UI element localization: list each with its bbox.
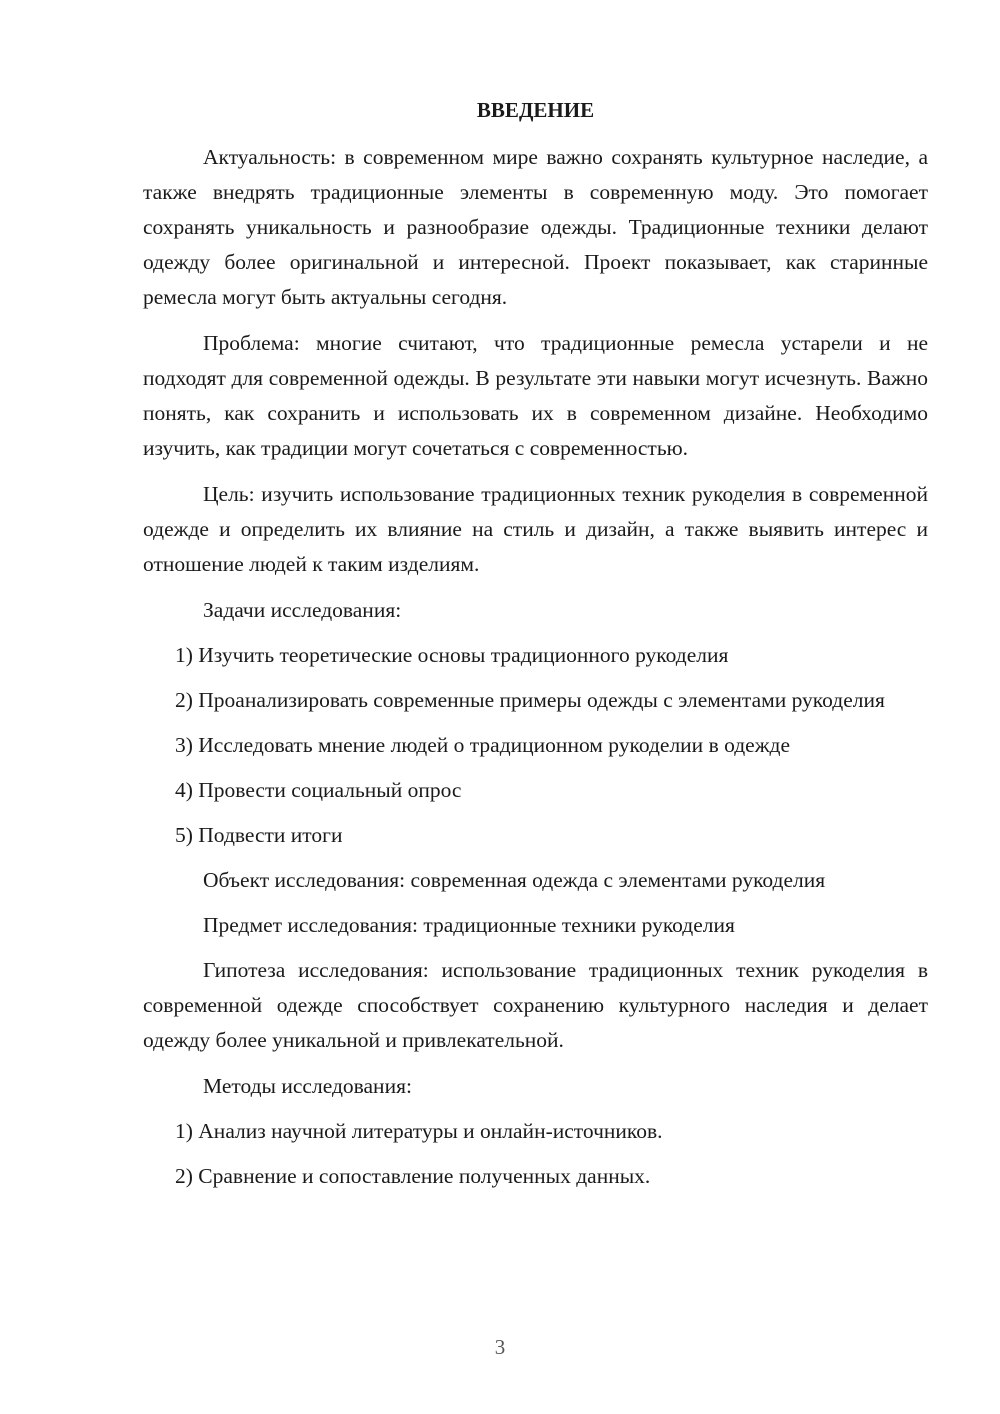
list-item: 2) Проанализировать современные примеры одежды с элементами рукоделия [175,688,885,712]
list-item: 5) Подвести итоги [175,823,343,847]
list-item: 1) Изучить теоретические основы традиционного рукоделия [175,643,729,667]
research-object: Объект исследования: современная одежда с элементами рукоделия [203,868,826,892]
hypothesis-paragraph: Гипотеза исследования: использование традиционных техник рукоделия в современной одежде способствует сохранению культурного наследия и делает одежду более уникальной и привлекательной. [143,958,928,1052]
methods-list [143,1114,928,1194]
list-item: 1) Анализ научной литературы и онлайн-источников. [175,1119,663,1143]
page-title: ВВЕДЕНИЕ [476,98,595,122]
problem-paragraph: Проблема: многие считают, что традиционные ремесла устарели и не подходят для современной одежды. В результате эти навыки могут исчезнуть. Важно понять, как сохранить и использовать их в современном дизайне. Необходимо изучить, как традиции могут сочетаться с современностью. [143,331,928,460]
document-page [143,94,928,1204]
research-subject: Предмет исследования: традиционные техники рукоделия [203,913,735,937]
list-item: 2) Сравнение и сопоставление полученных данных. [175,1164,651,1188]
goal-paragraph: Цель: изучить использование традиционных техник рукоделия в современной одежде и определить их влияние на стиль и дизайн, а также выявить интерес и отношение людей к таким изделиям. [143,482,928,576]
list-item: 4) Провести социальный опрос [175,778,462,802]
page-number: 3 [494,1335,506,1359]
tasks-list [143,638,928,853]
list-item: 3) Исследовать мнение людей о традиционном рукоделии в одежде [175,733,791,757]
relevance-paragraph: Актуальность: в современном мире важно сохранять культурное наследие, а также внедрять традиционные элементы в современную моду. Это помогает сохранять уникальность и разнообразие одежды. Традиционные техники делают одежду более оригинальной и интересной. Проект показывает, как старинные ремесла могут быть актуальны сегодня. [143,145,928,309]
methods-heading: Методы исследования: [203,1074,412,1098]
tasks-heading: Задачи исследования: [203,598,402,622]
